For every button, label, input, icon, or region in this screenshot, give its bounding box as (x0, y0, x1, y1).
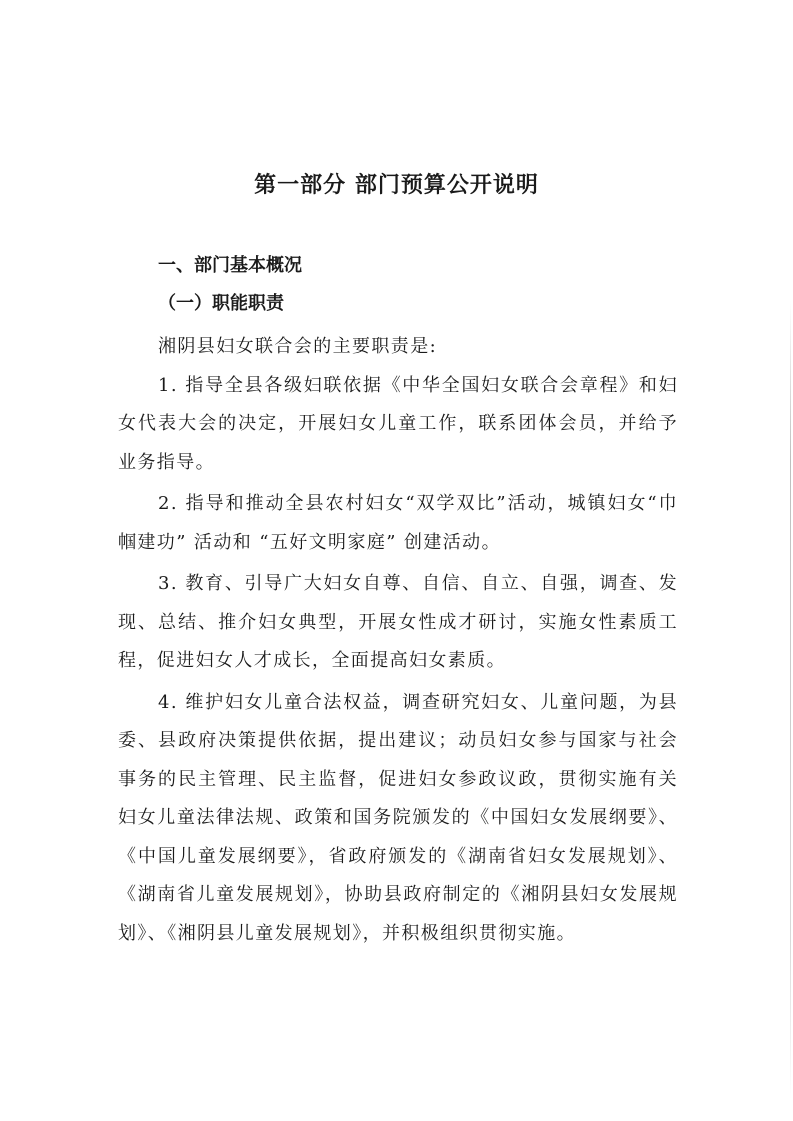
section-heading-basic-overview: 一、部门基本概况 (158, 255, 302, 276)
document-body (118, 248, 678, 953)
intro-paragraph: 湘阴县妇女联合会的主要职责是: (158, 336, 438, 357)
scan-edge-shadow (790, 300, 791, 1100)
document-title: 第一部分 部门预算公开说明 (254, 173, 539, 198)
duty-paragraph-2: 2. 指导和推动全县农村妇女“双学双比”活动，城镇妇女“巾帼建功” 活动和 “五好文明家庭” 创建活动。 (118, 493, 678, 553)
duty-paragraph-1: 1. 指导全县各级妇联依据《中华全国妇女联合会章程》和妇女代表大会的决定，开展妇女儿童工作，联系团体会员，并给予业务指导。 (118, 374, 678, 473)
duty-paragraph-4: 4. 维护妇女儿童合法权益，调查研究妇女、儿童问题，为县委、县政府决策提供依据，提出建议；动员妇女参与国家与社会事务的民主管理、民主监督，促进妇女参政议政，贯彻实施有关妇女儿童法律法规、政策和国务院颁发的《中国妇女发展纲要》、《中国儿童发展纲要》，省政府颁发的《湖南省妇女发展规划》、《湖南省儿童发展规划》，协助县政府制定的《湘阴县妇女发展规划》、《湘阴县儿童发展规划》，并积极组织贯彻实施。 (118, 691, 678, 944)
subsection-heading-functions: （一）职能职责 (158, 293, 284, 314)
duty-paragraph-3: 3. 教育、引导广大妇女自尊、自信、自立、自强，调查、发现、总结、推介妇女典型，开展女性成才研讨，实施女性素质工程，促进妇女人才成长，全面提高妇女素质。 (118, 573, 678, 671)
